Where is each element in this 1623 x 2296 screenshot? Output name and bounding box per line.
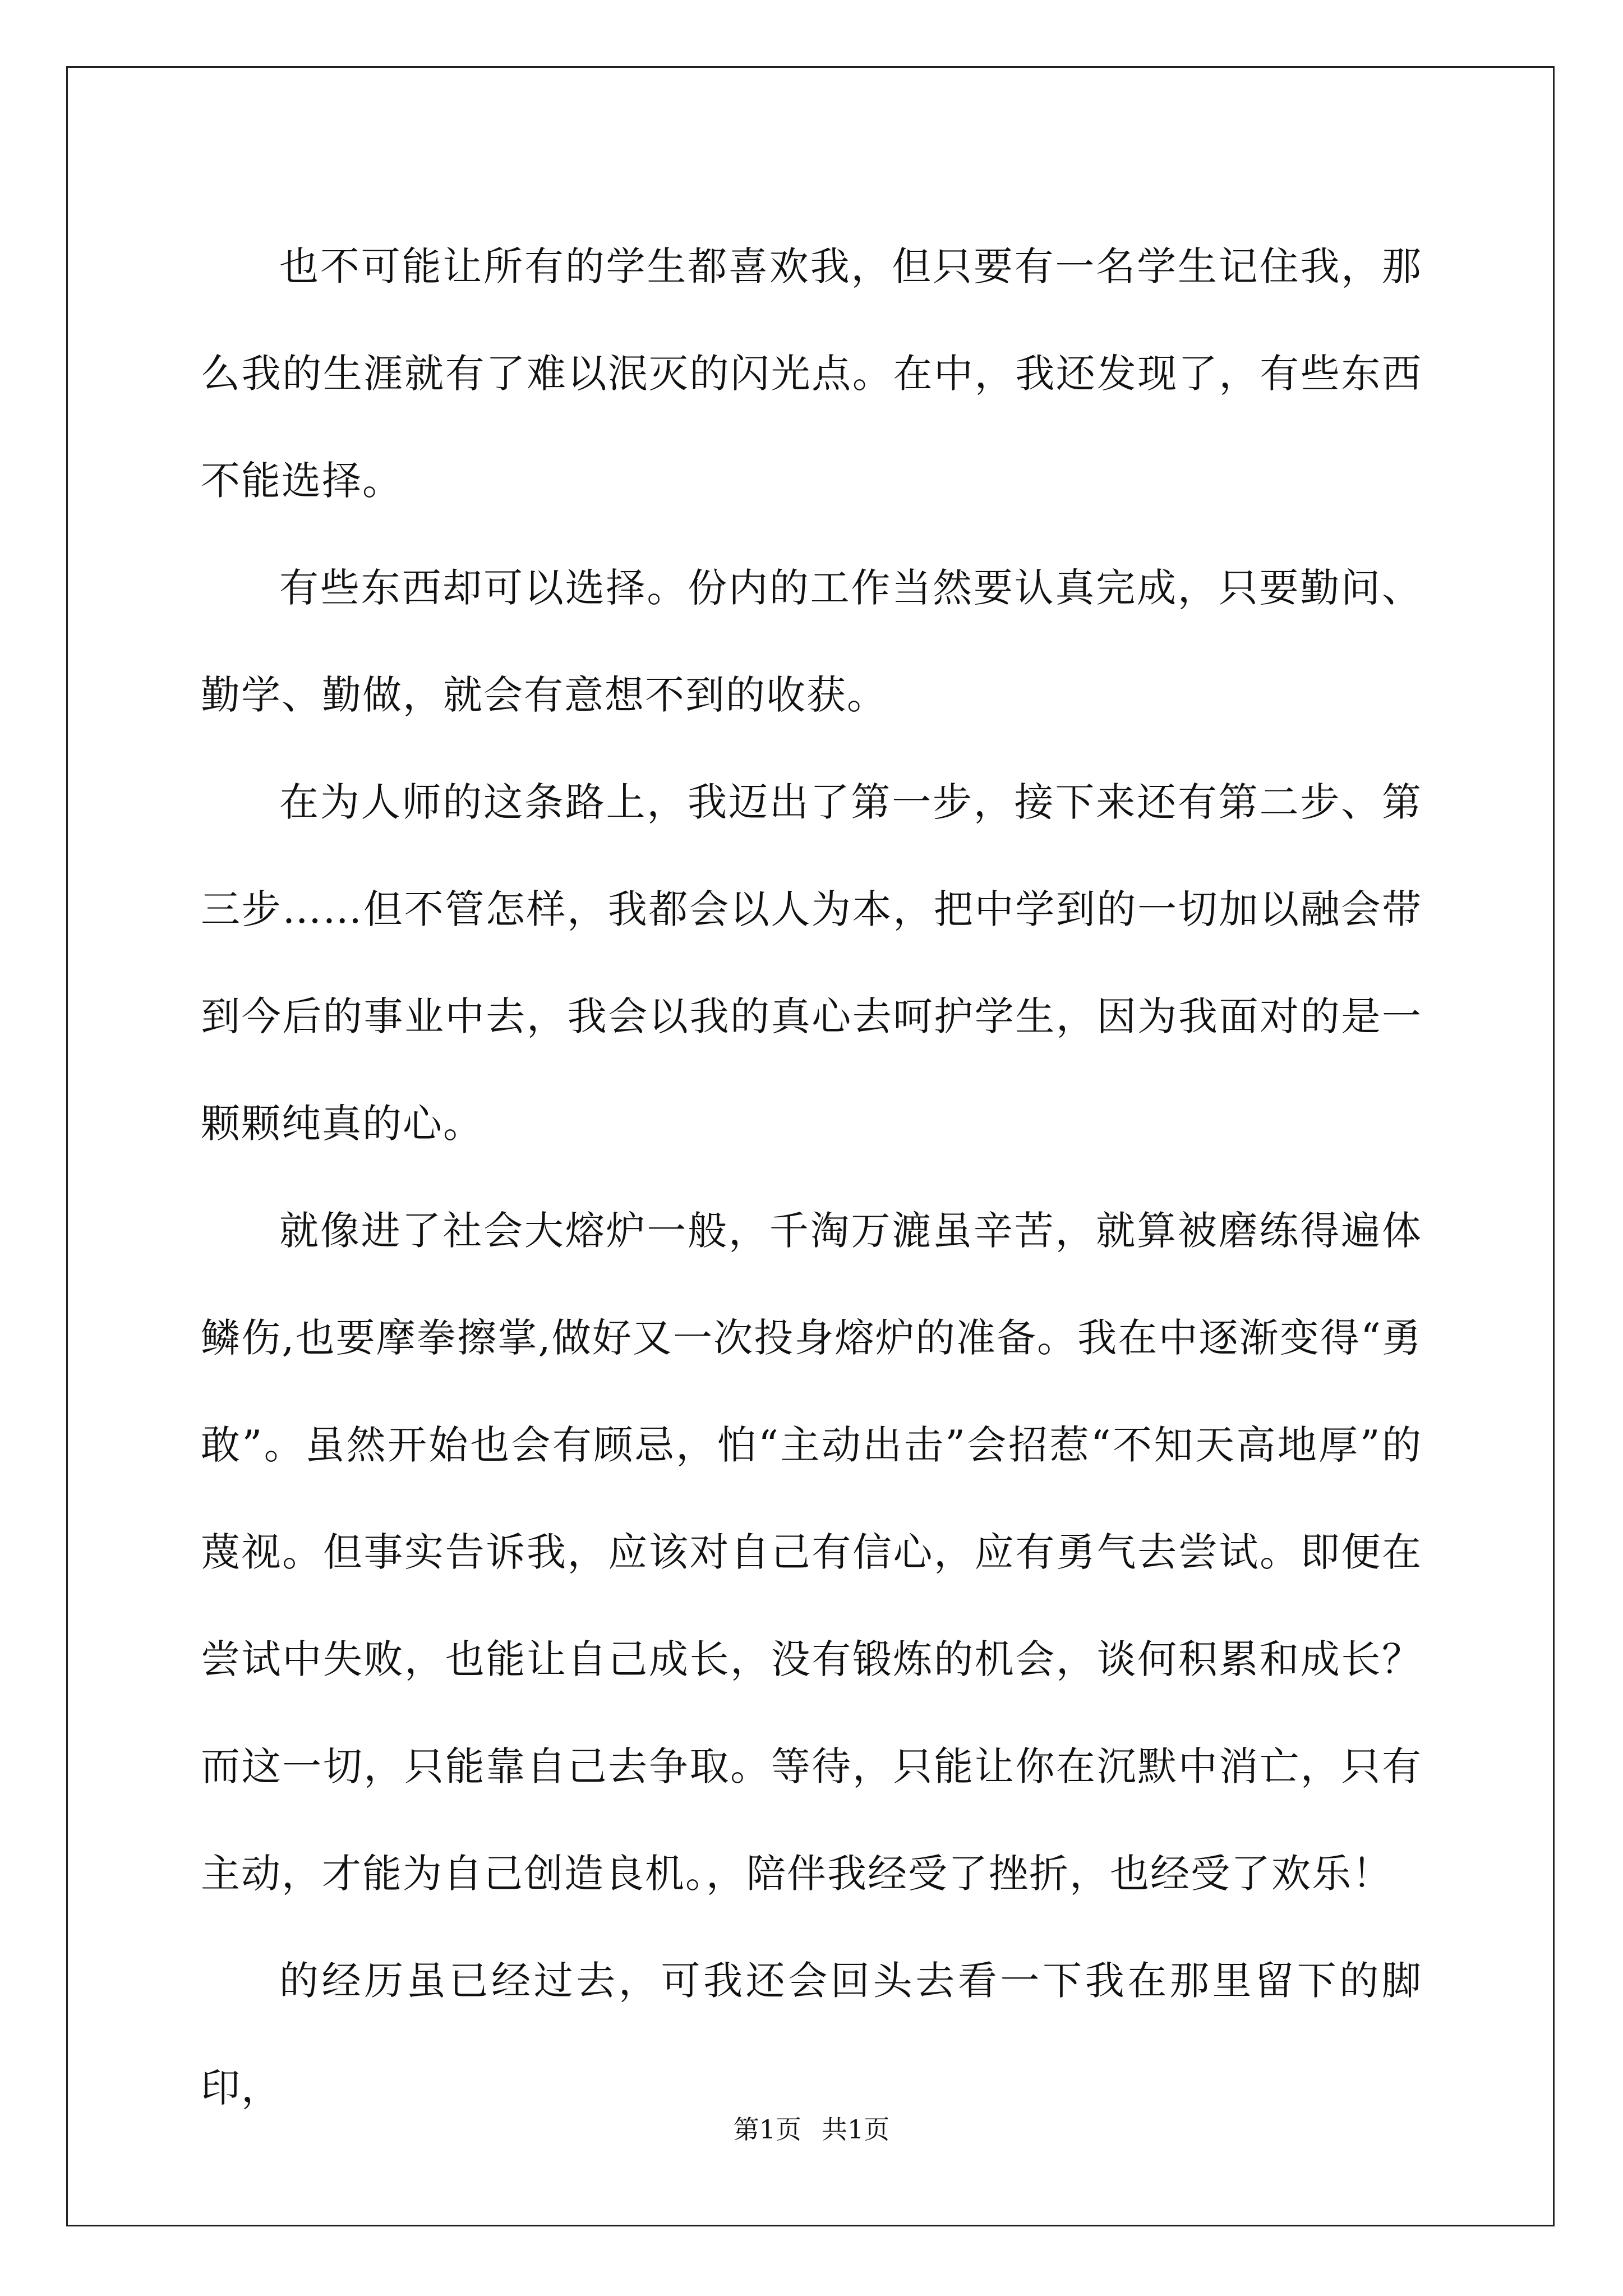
paragraph-1: 也不可能让所有的学生都喜欢我，但只要有一名学生记住我，那么我的生涯就有了难以泯灭的闪光点。在中，我还发现了，有些东西不能选择。 <box>201 243 1422 504</box>
document-body <box>201 213 1422 2142</box>
paragraph-2: 有些东西却可以选择。份内的工作当然要认真完成，只要勤问、勤学、勤做，就会有意想不到的收获。 <box>201 565 1422 718</box>
page-total: 共1页 <box>822 2114 890 2145</box>
paragraph-3: 在为人师的这条路上，我迈出了第一步，接下来还有第二步、第三步……但不管怎样，我都会以人为本，把中学到的一切加以融会带到今后的事业中去，我会以我的真心去呵护学生，因为我面对的是一颗颗纯真的心。 <box>201 779 1422 1147</box>
paragraph-4: 就像进了社会大熔炉一般，千淘万漉虽辛苦，就算被磨练得遍体鳞伤,也要摩拳擦掌,做好又一次投身熔炉的准备。我在中逐渐变得“勇敢”。虽然开始也会有顾忌，怕“主动出击”会招惹“不知天高地厚”的蔑视。但事实告诉我，应该对自己有信心，应有勇气去尝试。即便在尝试中失败，也能让自己成长，没有锻炼的机会，谈何积累和成长？而这一切，只能靠自己去争取。等待，只能让你在沉默中消亡，只有主动，才能为自己创造良机。，陪伴我经受了挫折，也经受了欢乐！ <box>201 1208 1422 1897</box>
paragraph-5: 的经历虽已经过去，可我还会回头去看一下我在那里留下的脚印， <box>201 1958 1422 2111</box>
page-number: 第1页 <box>733 2114 801 2145</box>
page-footer <box>0 2109 1623 2146</box>
